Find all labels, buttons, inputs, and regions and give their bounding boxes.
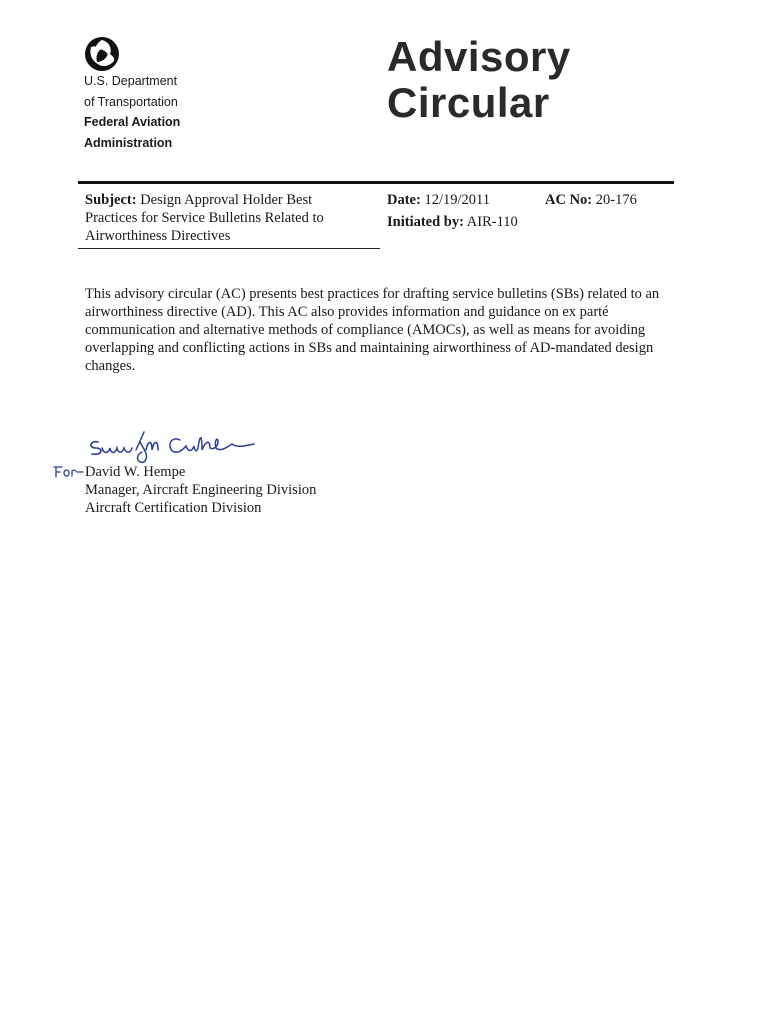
agency-name xyxy=(84,71,180,153)
ac-no-label: AC No: xyxy=(545,192,593,208)
initiated-by-field xyxy=(387,213,518,231)
date-field xyxy=(387,191,490,209)
ac-no-value: 20-176 xyxy=(595,192,637,208)
doc-type-line-1: Advisory xyxy=(387,33,571,80)
dot-triskelion-logo-icon xyxy=(84,36,120,72)
signer-title: Manager, Aircraft Engineering Division xyxy=(85,482,317,498)
handwritten-signature xyxy=(84,426,264,466)
subject-divider xyxy=(78,248,380,249)
signer-organization: Aircraft Certification Division xyxy=(85,500,262,516)
date-label: Date: xyxy=(387,192,421,208)
subject-label: Subject: xyxy=(85,192,137,208)
subject-value: Design Approval Holder Best Practices for Service Bulletins Related to Airworthiness Directives xyxy=(85,192,324,244)
signer-block xyxy=(85,463,316,517)
ac-number-field xyxy=(545,191,637,209)
doc-type-line-2: Circular xyxy=(387,79,550,126)
initiated-label: Initiated by: xyxy=(387,214,464,230)
agency-line-1: U.S. Department xyxy=(84,74,178,88)
agency-bold-line-1: Federal Aviation xyxy=(84,115,181,129)
handwritten-for-mark xyxy=(50,463,84,481)
header-divider xyxy=(78,181,674,184)
date-value: 12/19/2011 xyxy=(424,192,490,208)
summary-paragraph: This advisory circular (AC) presents best practices for drafting service bulletins (SBs) related to an airworthiness directive (AD). This AC also provides information and guidance on ex parté communication and alternative methods of compliance (AMOCs), as well as means for avoiding overlapping and conflicting actions in SBs and maintaining airworthiness of AD-mandated design changes. xyxy=(85,286,660,374)
agency-line-2: of Transportation xyxy=(84,94,178,109)
initiated-value: AIR-110 xyxy=(466,214,518,230)
agency-bold-line-2: Administration xyxy=(84,135,173,150)
document-type-title xyxy=(387,34,571,126)
subject-field xyxy=(85,191,365,245)
signer-name: David W. Hempe xyxy=(85,464,186,480)
